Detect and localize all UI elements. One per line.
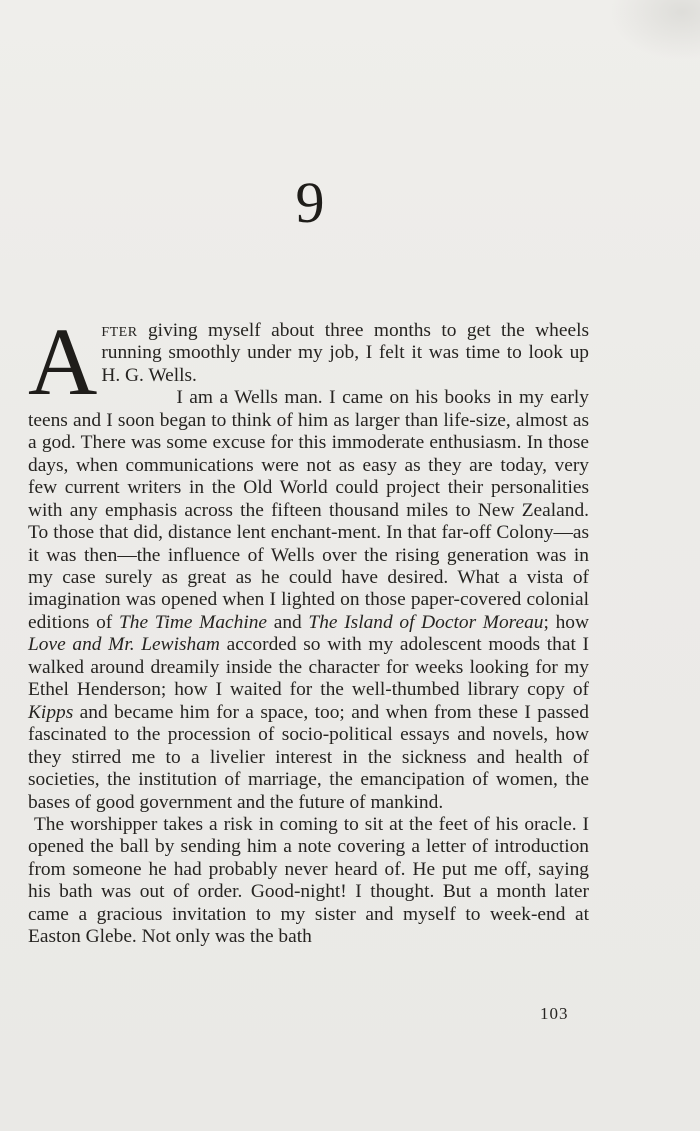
- lead-small-caps: fter: [101, 320, 138, 341]
- paragraph-2: [28, 387, 589, 814]
- paragraph-1-text: giving myself about three months to get the wheels running smoothly under my job, I felt it was time to look up H. G. Wells.: [101, 320, 589, 386]
- book-title-time-machine: The Time Machine: [118, 611, 268, 633]
- page-number: 103: [540, 1004, 569, 1023]
- paragraph-2-text-1: I am a Wells man. I came on his books in my early teens and I soon began to think of him as larger than life-size, almost as a god. There was some excuse for this immoderate enthusiasm. In those days, when communications were not as easy as they are today, very few current writers in the Old World could project their personalities with any emphasis across the fifteen thousand miles to New Zealand. To those that did, distance lent enchant-ment. In that far-off Colony—as it was then—the influence of Wells over the rising generation was in my case surely as great as he could have desired. What a vista of imagination was opened when I lighted on those paper-covered colonial editions of: [28, 387, 589, 633]
- paragraph-2-text-3: ; how: [543, 611, 589, 633]
- paragraph-2-text-5: and became him for a space, too; and when from these I passed fascinated to the procession of socio-political essays and novels, how they stirred me to a livelier interest in the sickness and health of societies, the institution of marriage, the emancipation of women, the bases of good government and the future of mankind.: [28, 701, 589, 813]
- paragraph-3-text: The worshipper takes a risk in coming to sit at the feet of his oracle. I opened the ball by sending him a note covering a letter of introduction from someone he had probably never heard of. He put me off, saying his bath was out of order. Good-night! I thought. But a month later came a gracious invitation to my sister and myself to week-end at Easton Glebe. Not only was the bath: [28, 813, 589, 948]
- paragraph-2-text-4: accorded so with my adolescent moods that I walked around dreamily inside the character for weeks looking for my Ethel Henderson; how I waited for the well-thumbed library copy of: [28, 634, 589, 701]
- book-title-love-lewisham: Love and Mr. Lewisham: [28, 634, 220, 656]
- page-corner-stain: [610, 0, 700, 60]
- book-title-kipps: Kipps: [28, 701, 74, 723]
- drop-cap: A: [28, 308, 98, 415]
- paragraph-3: [28, 814, 589, 949]
- paragraph-2-text-2: and: [267, 611, 309, 633]
- paragraph-1: [28, 308, 589, 415]
- book-title-doctor-moreau: The Island of Doctor Moreau: [308, 611, 544, 633]
- chapter-number: 9: [295, 170, 325, 235]
- chapter-body: [28, 308, 589, 949]
